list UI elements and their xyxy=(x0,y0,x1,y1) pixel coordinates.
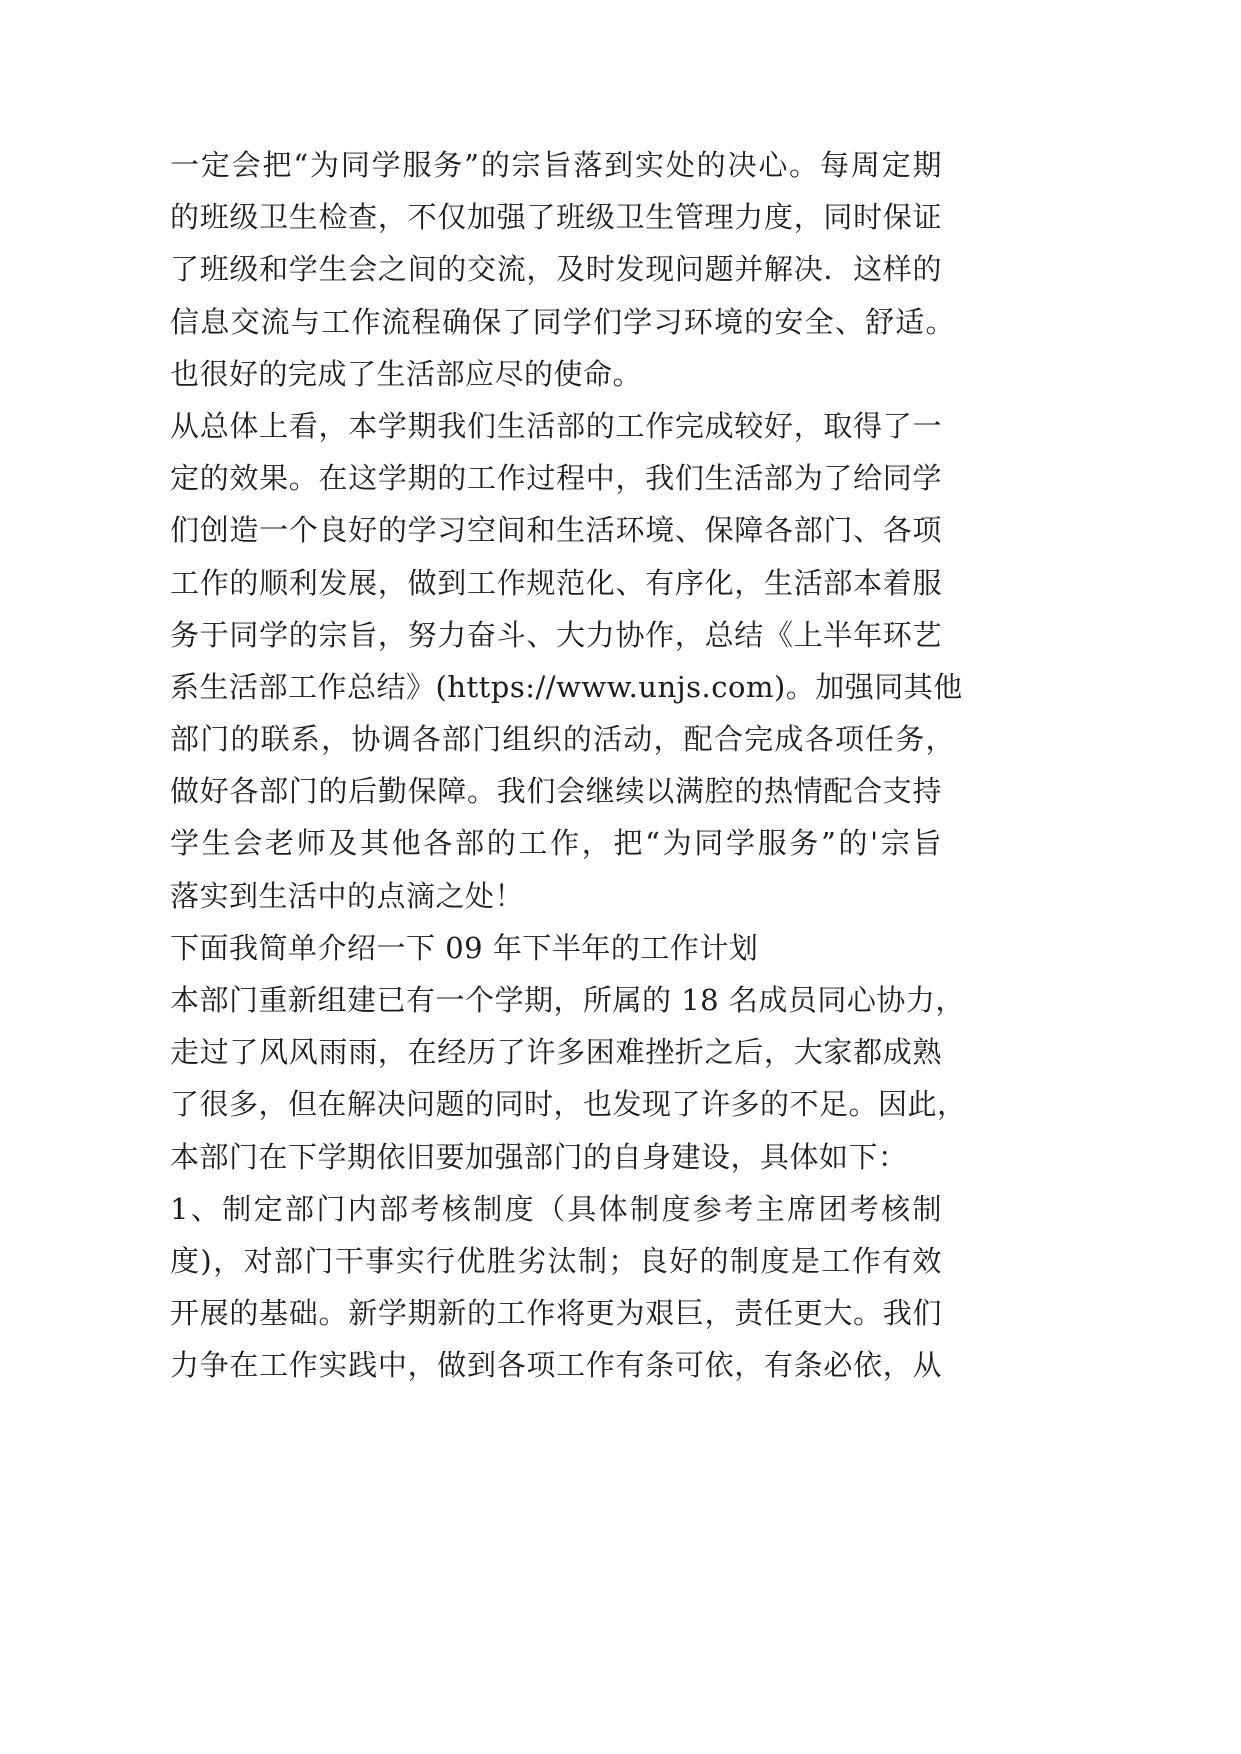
text-line: 度)，对部门干事实行优胜劣汰制；良好的制度是工作有效 xyxy=(170,1243,942,1278)
text-line: 们创造一个良好的学习空间和生活环境、保障各部门、各项 xyxy=(170,513,942,548)
text-line: 工作的顺利发展，做到工作规范化、有序化，生活部本着服 xyxy=(170,565,942,600)
text-line: 系生活部工作总结》(https://www.unjs.com)。加强同其他 xyxy=(170,669,963,704)
text-line: 本部门在下学期依旧要加强部门的自身建设，具体如下： xyxy=(170,1139,908,1174)
text-line: 落实到生活中的点滴之处！ xyxy=(170,878,525,913)
text-line: 信息交流与工作流程确保了同学们学习环境的安全、舒适。 xyxy=(170,304,955,339)
text-line: 从总体上看，本学期我们生活部的工作完成较好，取得了一 xyxy=(170,408,942,443)
text-line: 做好各部门的后勤保障。我们会继续以满腔的热情配合支持 xyxy=(170,774,942,809)
text-line: 部门的联系，协调各部门组织的活动，配合完成各项任务， xyxy=(170,722,955,757)
text-line: 开展的基础。新学期新的工作将更为艰巨，责任更大。我们 xyxy=(170,1296,942,1331)
text-line: 1、制定部门内部考核制度（具体制度参考主席团考核制 xyxy=(170,1191,942,1226)
text-line: 走过了风风雨雨，在经历了许多困难挫折之后，大家都成熟 xyxy=(170,1035,942,1070)
text-line: 务于同学的宗旨，努力奋斗、大力协作，总结《上半年环艺 xyxy=(170,617,942,652)
text-line: 本部门重新组建已有一个学期，所属的 18 名成员同心协力， xyxy=(170,983,965,1017)
text-line: 定的效果。在这学期的工作过程中，我们生活部为了给同学 xyxy=(170,461,942,496)
text-line: 了班级和学生会之间的交流，及时发现问题并解决．这样的 xyxy=(170,252,942,287)
document-body xyxy=(170,139,970,1392)
text-line: 也很好的完成了生活部应尽的使命。 xyxy=(170,356,643,391)
text-line: 学生会老师及其他各部的工作，把“为同学服务”的'宗旨 xyxy=(170,826,942,861)
text-line: 了很多，但在解决问题的同时，也发现了许多的不足。因此， xyxy=(170,1087,967,1122)
text-line: 下面我简单介绍一下 09 年下半年的工作计划 xyxy=(170,930,759,965)
text-line: 一定会把“为同学服务”的宗旨落到实处的决心。每周定期 xyxy=(170,148,942,182)
text-line: 的班级卫生检查，不仅加强了班级卫生管理力度，同时保证 xyxy=(170,200,942,235)
text-line: 力争在工作实践中，做到各项工作有条可依，有条必依，从 xyxy=(170,1348,942,1383)
